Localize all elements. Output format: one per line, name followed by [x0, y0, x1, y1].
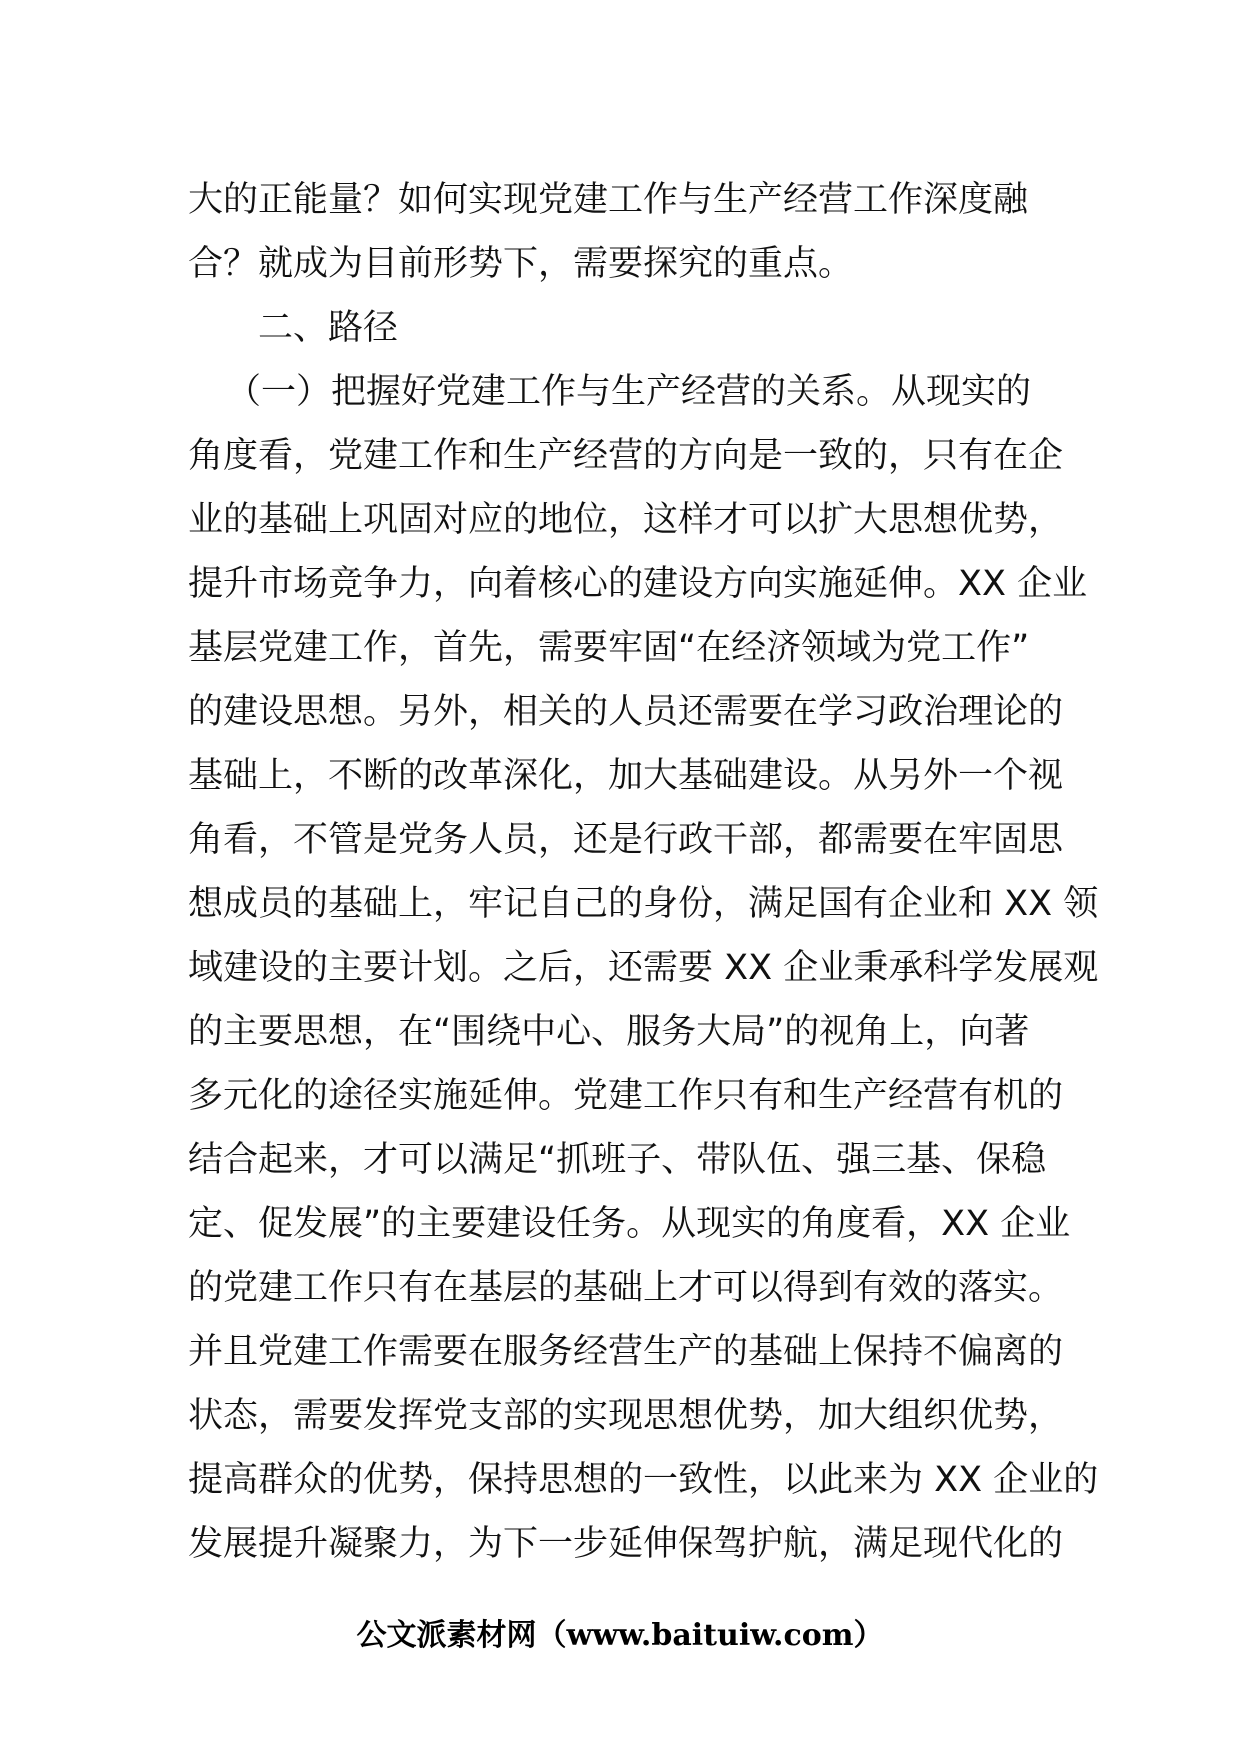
text-line: 基层党建工作，首先，需要牢固“在经济领域为党工作” — [188, 628, 1030, 668]
footer-watermark: 公文派素材网（www.baituiw.com） — [356, 1618, 884, 1653]
text-line: 角看，不管是党务人员，还是行政干部，都需要在牢固思 — [188, 820, 1064, 860]
text-line: 结合起来，才可以满足“抓班子、带队伍、强三基、保稳 — [188, 1140, 1047, 1180]
text-line: 业的基础上巩固对应的地位，这样才可以扩大思想优势， — [188, 500, 1064, 540]
text-line: 状态，需要发挥党支部的实现思想优势，加大组织优势， — [188, 1396, 1064, 1436]
section-heading: 二、路径 — [258, 308, 399, 348]
text-line: 的党建工作只有在基层的基础上才可以得到有效的落实。 — [188, 1268, 1064, 1308]
text-line: 基础上，不断的改革深化，加大基础建设。从另外一个视 — [188, 756, 1064, 796]
text-line: 角度看，党建工作和生产经营的方向是一致的，只有在企 — [188, 436, 1064, 476]
text-line: 多元化的途径实施延伸。党建工作只有和生产经营有机的 — [188, 1076, 1064, 1116]
text-line: 合？就成为目前形势下，需要探究的重点。 — [188, 244, 854, 284]
text-line: 并且党建工作需要在服务经营生产的基础上保持不偏离的 — [188, 1332, 1064, 1372]
text-line: 的主要思想，在“围绕中心、服务大局”的视角上，向著 — [188, 1012, 1030, 1052]
subsection-heading-line: （一）把握好党建工作与生产经营的关系。从现实的 — [226, 372, 1032, 412]
text-line: 大的正能量？如何实现党建工作与生产经营工作深度融 — [188, 180, 1029, 220]
text-line: 提升市场竞争力，向着核心的建设方向实施延伸。XX 企业 — [188, 564, 1088, 604]
text-line: 的建设思想。另外，相关的人员还需要在学习政治理论的 — [188, 692, 1064, 732]
text-line: 发展提升凝聚力，为下一步延伸保驾护航，满足现代化的 — [188, 1524, 1064, 1564]
text-line: 想成员的基础上，牢记自己的身份，满足国有企业和 XX 领 — [188, 884, 1099, 924]
text-line: 提高群众的优势，保持思想的一致性，以此来为 XX 企业的 — [188, 1460, 1099, 1500]
text-line: 域建设的主要计划。之后，还需要 XX 企业秉承科学发展观 — [188, 948, 1099, 988]
text-line: 定、促发展”的主要建设任务。从现实的角度看，XX 企业 — [188, 1204, 1071, 1244]
